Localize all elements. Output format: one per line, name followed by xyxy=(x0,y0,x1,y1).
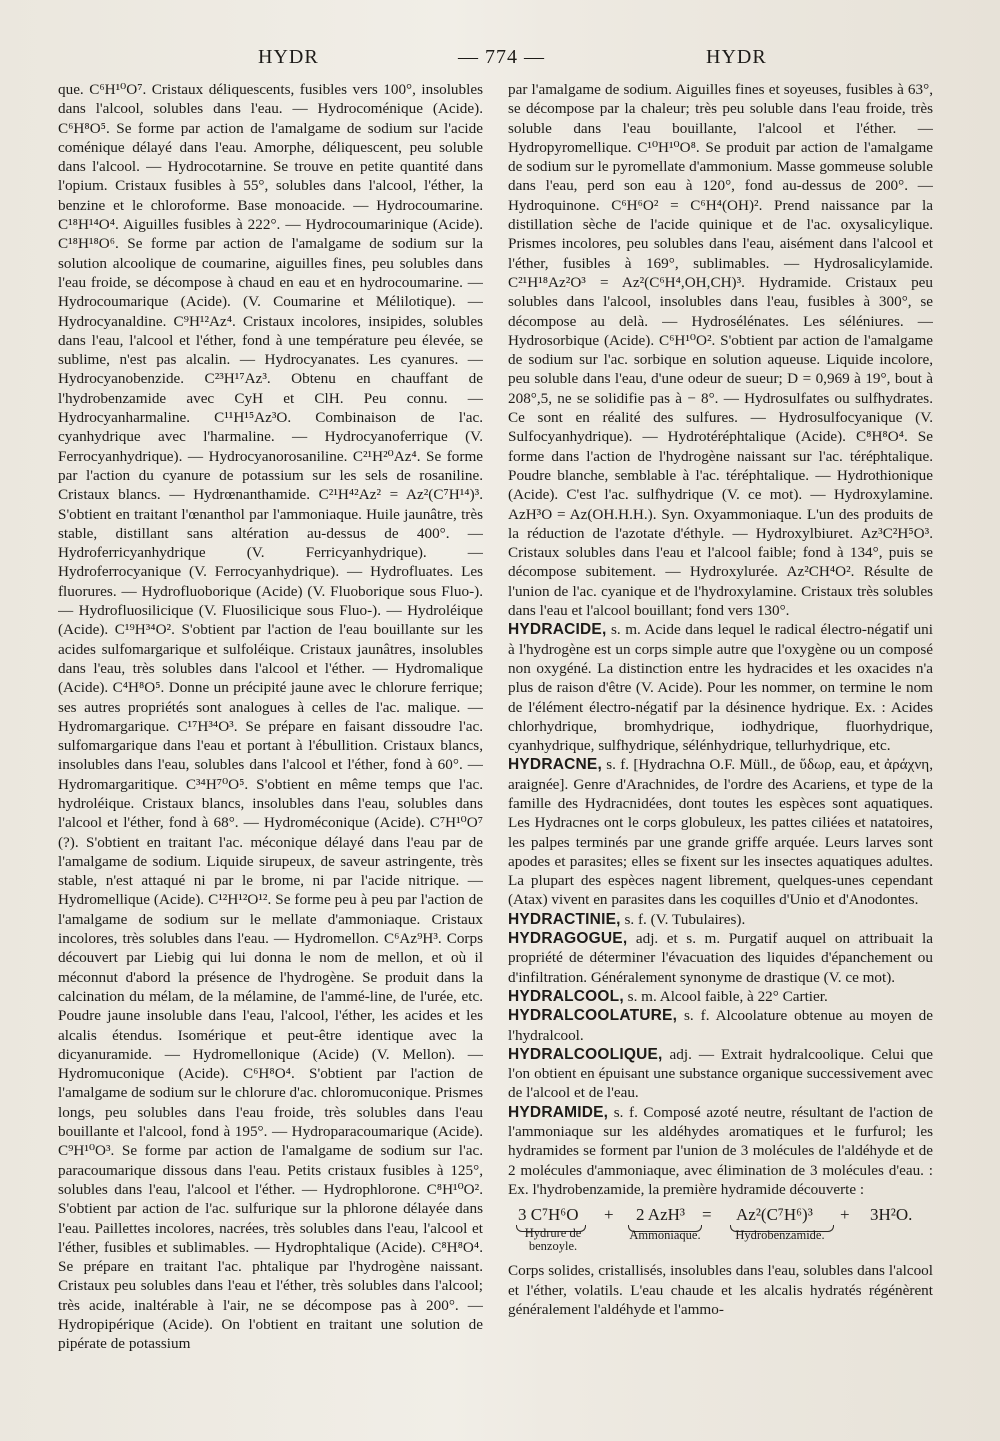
entry-body: s. f. Composé azoté neutre, résultant de l'action de l'ammoniaque sur les aldéhydes aromatiques et le furfurol; les hydramides se forment par l'union de 3 molécules de l'aldéhyde et de 2 molécules d'ammoniaque, avec élimination de 3 molécules d'eau. : Ex. l'hydrobenzamide, la première hydramide découverte : xyxy=(508,1103,933,1198)
right-column xyxy=(508,80,933,1430)
headword: HYDRAMIDE, xyxy=(508,1103,609,1121)
entry-hydralcoolature xyxy=(508,1006,933,1045)
equation-term-ammonia: 2 AzH³ xyxy=(636,1205,686,1225)
equation-term-hydrobenzamide: Az²(C⁷H⁶)³ xyxy=(736,1205,813,1225)
entry-hydralcool xyxy=(508,987,933,1006)
running-head-left: HYDR xyxy=(258,46,319,68)
left-column-text: que. C⁶H¹⁰O⁷. Cristaux déliquescents, fusibles vers 100°, insolubles dans l'alcool, solubles dans l'eau. — Hydrocoménique (Acide). C⁶H⁸O⁵. Se forme par action de l'amalgame de sodium sur l'acide coménique délayé dans l'eau. Amorphe, déliquescent, peu soluble dans l'alcool. — Hydrocotarnine. Se trouve en petite quantité dans l'opium. Cristaux fusibles à 55°, solubles dans l'alcool, l'éther, la benzine et le chloroforme. Base monoacide. — Hydrocoumarine. C¹⁸H¹⁴O⁴. Aiguilles fusibles à 222°. — Hydrocoumarinique (Acide). C¹⁸H¹⁸O⁶. Se forme par action de l'amalgame de sodium sur la solution alcoolique de coumarine, aiguilles fines, peu solubles dans l'eau froide, se décompose à chaud en eau et en hydrocoumarine. — Hydrocoumarique (Acide). (V. Coumarine et Mélilotique). — Hydrocyanaldine. C⁹H¹²Az⁴. Cristaux incolores, insipides, solubles dans l'eau, l'alcool et l'éther, fond à une température peu élevée, se sublime, n'est pas alcalin. — Hydrocyanates. Les cyanures. — Hydrocyanobenzide. C²³H¹⁷Az³. Obtenu en chauffant de l'hydrobenzamide avec CyH et ClH. Peu connu. — Hydrocyanharmaline. C¹¹H¹⁵Az³O. Combinaison de l'ac. cyanhydrique avec l'harmaline. — Hydrocyanoferrique (V. Ferrocyanhydrique). — Hydrocyanorosaniline. C²¹H²⁰Az⁴. Se forme par l'action du cyanure de potassium sur les sels de rosaniline. Cristaux blancs. — Hydrœnanthamide. C²¹H⁴²Az² = Az²(C⁷H¹⁴)³. S'obtient en traitant l'œnanthol par l'ammoniaque. Huile jaunâtre, très stable, distillant sans altération au-dessus de 400°. — Hydroferricyanhydrique (V. Ferricyanhydrique). — Hydroferrocyanique (V. Ferrocyanhydrique). — Hydrofluates. Les fluorures. — Hydrofluoborique (Acide) (V. Fluoborique sous Fluo-). — Hydrofluosilicique (V. Fluosilicique sous Fluo-). — Hydroléique (Acide). C¹⁹H³⁴O². S'obtient par l'action de l'eau bouillante sur les acides sulfomargarique et sulfoléique. Cristaux jaunâtres, insolubles dans l'eau, très solubles dans l'alcool et l'éther. — Hydromalique (Acide). C⁴H⁸O⁵. Donne un précipité jaune avec le chlorure ferrique; ses autres propriétés sont analogues à celles de l'ac. malique. — Hydromargarique. C¹⁷H³⁴O³. Se prépare en faisant dissoudre l'ac. sulfomargarique dans l'eau et portant à l'ébullition. Cristaux blancs, insolubles dans l'eau, solubles dans l'alcool et l'éther, fond à 60°. — Hydromargaritique. C³⁴H⁷⁰O⁵. S'obtient en même temps que l'ac. hydroléique. Cristaux blancs, insolubles dans l'eau, solubles dans l'alcool et l'éther, fond à 68°. — Hydroméconique (Acide). C⁷H¹⁰O⁷ (?). S'obtient en traitant l'ac. méconique délayé dans l'eau par de l'amalgame de sodium. Liquide sirupeux, de saveur astringente, très stable, n'est attaqué ni par le brome, ni par l'acide nitrique. — Hydromellique (Acide). C¹²H¹²O¹². Se forme peu à peu par l'action de l'amalgame de sodium sur le mellate d'ammoniaque. Cristaux incolores, très solubles dans l'eau. — Hydromellon. C⁶Az⁹H³. Corps découvert par Liebig qui lui donna le nom de mellon, et où il méconnut d'abord la présence de l'hydrogène. Se produit dans la calcination du mélam, de la mélamine, de l'ammé-line, de l'urée, etc. Poudre jaune insoluble dans l'eau, l'alcool, l'éther, les acides et les alcalis étendus. Isomérique et peut-être identique avec la dicyanuramide. — Hydromellonique (Acide) (V. Mellon). — Hydromuconique (Acide). C⁶H⁸O⁴. S'obtient par l'action de l'amalgame de sodium sur le chlorure d'ac. chloromuconique. Prismes longs, peu solubles dans l'eau froide, très solubles dans l'eau bouillante et l'alcool, fond à 195°. — Hydroparacoumarique (Acide). C⁹H¹⁰O³. Se forme par action de l'amalgame de sodium sur l'ac. paracoumarique dissous dans l'eau. Petits cristaux fusibles à 125°, solubles dans l'eau, l'alcool et l'éther. — Hydrophlorone. C⁸H¹⁰O². S'obtient par action de l'ac. sulfurique sur la phlorone délayée dans l'eau. Paillettes incolores, nacrées, très solubles dans l'eau, l'alcool et l'éther, fusibles et sublimables. — Hydrophtalique (Acide). C⁸H⁸O⁴. Se prépare en traitant l'ac. phtalique par l'hydrogène naissant. Cristaux peu solubles dans l'eau et l'éther, très solubles dans l'alcool; très acide, inaltérable à l'air, ne se décompose pas à 200°. — Hydropipérique (Acide). On l'obtient en traitant une solution de pipérate de potassium xyxy=(58,81,483,1353)
entry-body: s. f. (V. Tubulaires). xyxy=(620,910,746,928)
headword: HYDRACIDE, xyxy=(508,621,607,639)
equation-label: Ammoniaque. xyxy=(629,1228,701,1243)
equation-plus: + xyxy=(840,1205,850,1225)
closing-paragraph: Corps solides, cristallisés, insolubles dans l'eau, solubles dans l'alcool et l'éther, volatils. L'eau chaude et les alcalis hydratés régénèrent généralement l'aldéhyde et l'ammo- xyxy=(508,1262,933,1318)
entry-body: s. f. Alcoolature obtenue au moyen de l'hydralcool. xyxy=(508,1007,933,1044)
chemical-equation xyxy=(508,1203,933,1255)
running-head xyxy=(0,46,1000,76)
headword: HYDRALCOOL, xyxy=(508,987,624,1005)
equation-term-aldehyde: 3 C⁷H⁶O xyxy=(518,1205,579,1225)
right-column-intro: par l'amalgame de sodium. Aiguilles fines et soyeuses, fusibles à 63°, se décompose par la chaleur; très peu soluble dans l'eau froide, très soluble dans l'eau bouillante, l'alcool et l'éther. — Hydropyromellique. C¹⁰H¹⁰O⁸. Se produit par action de l'amalgame de sodium sur le pyromellate d'ammonium. Masse gommeuse soluble dans l'eau, perd son eau à 120°, fond au-dessus de 200°. — Hydroquinone. C⁶H⁶O² = C⁶H⁴(OH)². Prend naissance par la distillation sèche de l'acide quinique et de l'ac. oxysalicylique. Prismes incolores, peu solubles dans l'eau, aisément dans l'alcool et l'éther, fusibles à 169°, sublimables. — Hydrosalicylamide. C²¹H¹⁸Az²O³ = Az²(C⁶H⁴,OH,CH)³. Hydramide. Cristaux peu solubles dans l'alcool, insolubles dans l'eau, fusibles à 300°, se décompose au delà. — Hydrosélénates. Les séléniures. — Hydrosorbique (Acide). C⁶H¹⁰O². S'obtient par action de l'amalgame de sodium sur l'ac. sorbique en solution aqueuse. Liquide incolore, peu soluble dans l'eau, d'une odeur de sueur; D = 0,969 à 19°, bout à 208°,5, ne se solidifie pas à − 8°. — Hydrosulfates ou sulfhydrates. Ce sont en réalité des sulfures. — Hydrosulfocyanique (V. Sulfocyanhydrique). — Hydrotéréphtalique (Acide). C⁸H⁸O⁴. Se forme dans l'action de l'hydrogène naissant sur l'ac. téréphtalique. Poudre blanche, semblable à l'ac. téréphtalique. — Hydrothionique (Acide). C'est l'ac. sulfhydrique (V. ce mot). — Hydroxylamine. AzH³O = Az(OH.H.H.). Syn. Oxyammoniaque. L'un des produits de la réduction de l'azotate d'éthyle. — Hydroxylbiuret. Az³C²H⁵O³. Cristaux solubles dans l'eau et l'alcool faible; fond à 134°, puis se décompose subitement. — Hydroxylurée. Az²CH⁴O². Résulte de l'union de l'ac. cyanique et de l'hydroxylamine. Cristaux très solubles dans l'eau et l'alcool bouillant; fond vers 130°. xyxy=(508,81,933,620)
equation-label: Hydrure de benzoyle. xyxy=(524,1226,582,1254)
running-head-right: HYDR xyxy=(706,46,767,68)
entry-hydralcoolique xyxy=(508,1045,933,1103)
headword: HYDRAGOGUE, xyxy=(508,930,628,948)
entry-body: adj. — Extrait hydralcoolique. Celui que l'on obtient en épuisant une substance organique successivement avec de l'alcool et de l'eau. xyxy=(508,1045,933,1102)
entry-hydramide xyxy=(508,1103,933,1199)
headword: HYDRACNE, xyxy=(508,756,602,774)
entry-body: s. m. Acide dans lequel le radical électro-négatif uni à l'hydrogène est un corps simple autre que l'oxygène ou un composé non oxygéné. La distinction entre les hydracides et les oxacides n'a plus de raison d'être (V. Acide). Pour les nommer, on termine le nom de l'élément électro-négatif par la désinence hydrique. Ex. : Acides chlorhydrique, bromhydrique, iodhydrique, fluorhydrique, cyanhydrique, sulfhydrique, sélénhydrique, tellurhydrique, etc. xyxy=(508,621,933,755)
entry-hydractinie xyxy=(508,910,933,929)
headword: HYDRALCOOLATURE, xyxy=(508,1007,678,1025)
equation-term-water: 3H²O. xyxy=(870,1205,913,1225)
entry-body: s. m. Alcool faible, à 22° Cartier. xyxy=(623,987,828,1005)
left-column xyxy=(58,80,483,1430)
headword: HYDRACTINIE, xyxy=(508,910,621,928)
entry-hydragogue xyxy=(508,929,933,987)
entry-body: s. f. [Hydrachna O.F. Müll., de ὕδωρ, eau, et ἀράχνη, araignée]. Genre d'Arachnides, de l'ordre des Acariens, et type de la famille des Hydracnidées, dont toutes les espèces sont aquatiques. Les Hydracnes ont le corps globuleux, les pattes ciliées et natatoires, les palpes terminés par une grande griffe arquée. Leurs larves sont apodes et parasites; elles se fixent sur les insectes aquatiques adultes. La plupart des espèces nagent librement, quelques-unes cependant (Atax) vivent en parasites dans les coquilles d'Unio et d'Anodontes. xyxy=(508,756,933,909)
equation-label: Hydrobenzamide. xyxy=(735,1228,825,1243)
entry-hydracne xyxy=(508,755,933,909)
page-number: — 774 — xyxy=(458,46,545,68)
equation-plus: + xyxy=(604,1205,614,1225)
entry-body: adj. et s. m. Purgatif auquel on attribuait la propriété de déterminer l'évacuation des liquides d'épanchement ou d'infiltration. Généralement synonyme de drastique (V. ce mot). xyxy=(508,930,933,986)
equation-equals: = xyxy=(702,1205,712,1225)
entry-hydracide xyxy=(508,620,933,755)
headword: HYDRALCOOLIQUE, xyxy=(508,1045,663,1063)
